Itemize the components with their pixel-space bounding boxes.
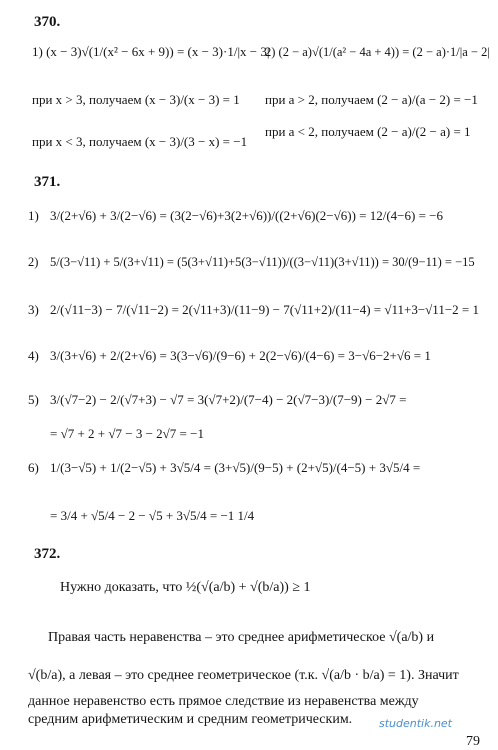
problem-370-eq2: 2) (2 − a)√(1/(a² − 4a + 4)) = (2 − a)·1/|a − 2| (265, 45, 490, 59)
problem-371-eq-3: 3) 2/(√11−3) − 7/(√11−2) = 2(√11+3)/(11−9) − 7(√11+2)/(11−4) = √11+3−√11−2 = 1 (28, 302, 479, 317)
problem-371-eq-2: 2) 5/(3−√11) + 5/(3+√11) = (5(3+√11)+5(3−√11))/((3−√11)(3+√11)) = 30/(9−11) = −15 (28, 255, 475, 269)
problem-371-number: 371. (34, 174, 61, 190)
problem-371-eq-4: 4) 3/(3+√6) + 2/(2+√6) = 3(3−√6)/(9−6) + 2(2−√6)/(4−6) = 3−√6−2+√6 = 1 (28, 348, 431, 363)
problem-370-case1: при x > 3, получаем (x − 3)/(x − 3) = 1 (32, 92, 240, 107)
problem-371-eq-6-cont: = 3/4 + √5/4 − 2 − √5 + 3√5/4 = −1 1/4 (50, 508, 255, 523)
problem-371-eq-5: 5) 3/(√7−2) − 2/(√7+3) − √7 = 3(√7+2)/(7−4) − 2(√7−3)/(7−9) − 2√7 = (28, 392, 407, 407)
page-number: 79 (466, 734, 480, 749)
problem-371-eq-1: 1) 3/(2+√6) + 3/(2−√6) = (3(2−√6)+3(2+√6))/((2+√6)(2−√6)) = 12/(4−6) = −6 (28, 208, 443, 223)
problem-372-para-2: √(b/a), а левая – это среднее геометрическое (т.к. √(a/b · b/a) = 1). Значит (28, 668, 459, 683)
watermark: studentik.net (378, 717, 452, 730)
problem-370-case3: при a > 2, получаем (2 − a)/(a − 2) = −1 (265, 92, 478, 107)
problem-372-claim: Нужно доказать, что ½(√(a/b) + √(b/a)) ≥ 1 (60, 580, 311, 595)
problem-372-number: 372. (34, 546, 61, 562)
problem-370-eq1: 1) (x − 3)√(1/(x² − 6x + 9)) = (x − 3)·1/|x − 3| (32, 44, 270, 59)
problem-370-case4: при a < 2, получаем (2 − a)/(2 − a) = 1 (265, 124, 471, 139)
problem-372-para-3: данное неравенство есть прямое следствие из неравенства между (28, 694, 419, 709)
problem-371-eq-6: 6) 1/(3−√5) + 1/(2−√5) + 3√5/4 = (3+√5)/(9−5) + (2+√5)/(4−5) + 3√5/4 = (28, 460, 421, 475)
problem-370-number: 370. (34, 14, 61, 30)
problem-371-eq-5-cont: = √7 + 2 + √7 − 3 − 2√7 = −1 (50, 426, 204, 441)
problem-372-para-1: Правая часть неравенства – это среднее арифметическое √(a/b) и (48, 630, 435, 645)
problem-370-case2: при x < 3, получаем (x − 3)/(3 − x) = −1 (32, 134, 248, 149)
problem-372-para-4: средним арифметическим и средним геометрическим. (28, 712, 353, 727)
